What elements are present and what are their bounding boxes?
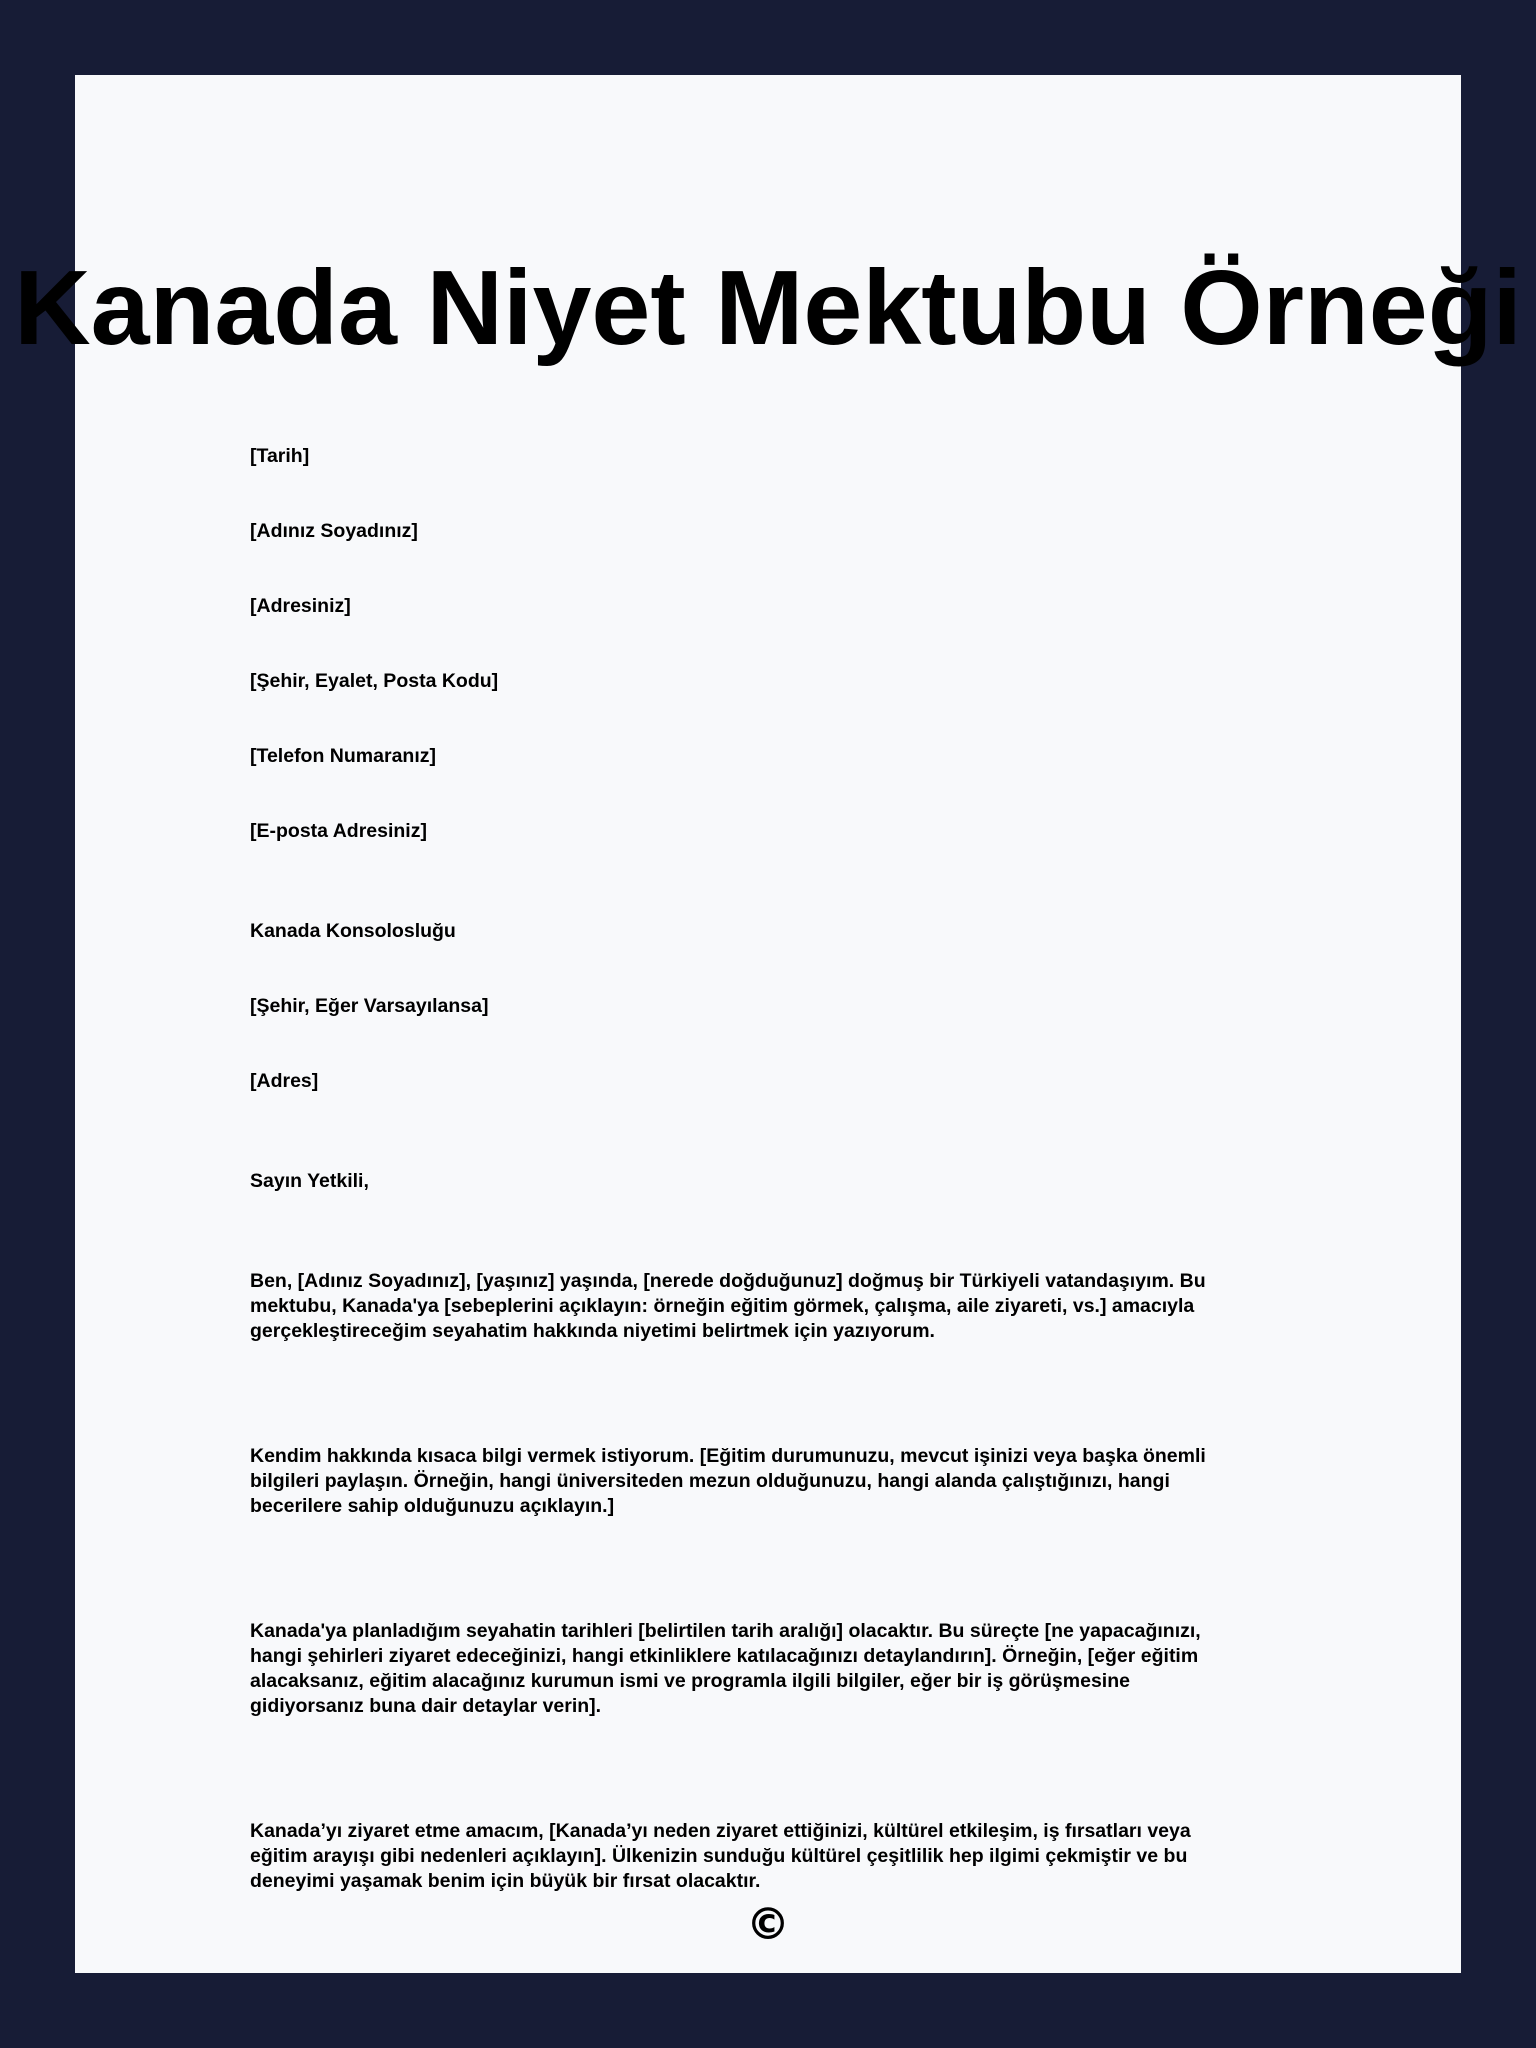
paragraph-purpose: Kanada’yı ziyaret etme amacım, [Kanada’yı neden ziyaret ettiğinizi, kültürel etkileşim, iş fırsatları veya eğitim arayışı gibi nedenleri açıklayın]. Ülkenizin sunduğu kültürel çeşitlilik hep ilgimi çekmiştir ve bu deneyimi yaşamak benim için büyük bir fırsat olacaktır. (250, 1820, 1191, 1892)
page-title: Kanada Niyet Mektubu Örneği (14, 249, 1522, 367)
sender-date: [Tarih] (250, 445, 310, 467)
sender-city-state-zip: [Şehir, Eyalet, Posta Kodu] (250, 670, 499, 692)
paragraph-intro: Ben, [Adınız Soyadınız], [yaşınız] yaşında, [nerede doğduğunuz] doğmuş bir Türkiyeli vatandaşıyım. Bu mektubu, Kanada'ya [sebeplerini açıklayın: örneğin eğitim görmek, çalışma, aile ziyareti, vs.] amacıyla gerçekleştireceğim seyahatim hakkında niyetimi belirtmek için yazıyorum. (250, 1270, 1206, 1342)
sender-address: [Adresiniz] (250, 595, 351, 617)
copyright-icon: © (746, 1899, 790, 1950)
sender-email: [E-posta Adresiniz] (250, 820, 427, 842)
paragraph-travel-dates: Kanada'ya planladığım seyahatin tarihleri [belirtilen tarih aralığı] olacaktır. Bu süreçte [ne yapacağınızı, hangi şehirleri ziyaret edeceğinizi, hangi etkinliklere katılacağınızı detaylandırın]. Örneğin, [eğer eğitim alacaksanız, eğitim alacağınız kurumun ismi ve programla ilgili bilgiler, eğer bir iş görüşmesine gidiyorsanız buna dair detaylar verin]. (250, 1620, 1201, 1717)
recipient-office: Kanada Konsolosluğu (250, 920, 456, 942)
salutation: Sayın Yetkili, (250, 1170, 369, 1192)
sender-name: [Adınız Soyadınız] (250, 520, 418, 542)
sender-phone: [Telefon Numaranız] (250, 745, 436, 767)
paragraph-background: Kendim hakkında kısaca bilgi vermek istiyorum. [Eğitim durumunuzu, mevcut işinizi veya başka önemli bilgileri paylaşın. Örneğin, hangi üniversiteden mezun olduğunuzu, hangi alanda çalıştığınızı, hangi becerilere sahip olduğunuzu açıklayın.] (250, 1445, 1206, 1517)
recipient-city: [Şehir, Eğer Varsayılansa] (250, 995, 489, 1017)
recipient-address: [Adres] (250, 1070, 319, 1092)
letter-body (250, 444, 1240, 1994)
